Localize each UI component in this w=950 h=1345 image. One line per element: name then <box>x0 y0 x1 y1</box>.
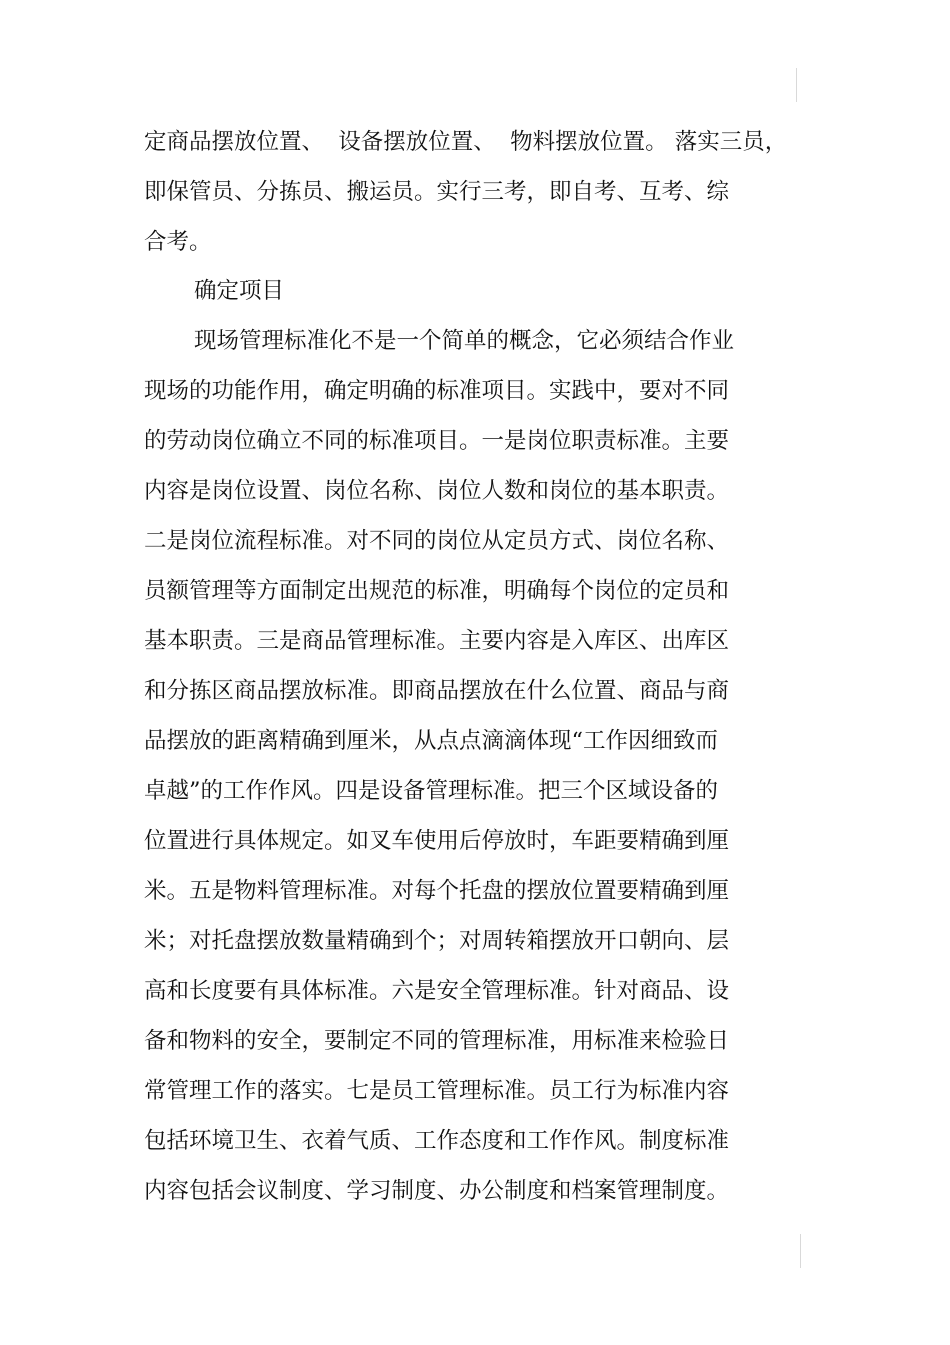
text-line-16: 米。五是物料管理标准。对每个托盘的摆放位置要精确到厘 <box>144 878 730 904</box>
text-line-15: 位置进行具体规定。如叉车使用后停放时，车距要精确到厘 <box>144 828 730 854</box>
text-line-10: 员额管理等方面制定出规范的标准，明确每个岗位的定员和 <box>144 578 730 604</box>
text-line-19: 备和物料的安全，要制定不同的管理标准，用标准来检验日 <box>144 1028 730 1054</box>
text-line-22: 内容包括会议制度、学习制度、办公制度和档案管理制度。 <box>144 1178 730 1204</box>
text-line-17: 米；对托盘摆放数量精确到个；对周转箱摆放开口朝向、层 <box>144 928 730 954</box>
text-line-1: 定商品摆放位置、 设备摆放位置、 物料摆放位置。 落实三员， <box>144 129 788 155</box>
text-line-13: 品摆放的距离精确到厘米，从点点滴滴体现“工作因细致而 <box>144 728 719 754</box>
text-line-2: 即保管员、分拣员、搬运员。实行三考，即自考、互考、综 <box>144 179 730 205</box>
text-line-18: 高和长度要有具体标准。六是安全管理标准。针对商品、设 <box>144 978 730 1004</box>
text-line-7: 的劳动岗位确立不同的标准项目。一是岗位职责标准。主要 <box>144 428 730 454</box>
section-heading: 确定项目 <box>194 278 285 304</box>
text-line-21: 包括环境卫生、衣着气质、工作态度和工作作风。制度标准 <box>144 1128 730 1154</box>
page-edge-mark-bottom <box>800 1234 801 1268</box>
paragraph-first-line: 现场管理标准化不是一个简单的概念，它必须结合作业 <box>194 328 735 354</box>
text-line-11: 基本职责。三是商品管理标准。主要内容是入库区、出库区 <box>144 628 730 654</box>
text-line-3: 合考。 <box>144 229 212 255</box>
text-line-6: 现场的功能作用，确定明确的标准项目。实践中，要对不同 <box>144 378 730 404</box>
text-line-20: 常管理工作的落实。七是员工管理标准。员工行为标准内容 <box>144 1078 730 1104</box>
text-line-14: 卓越”的工作作风。四是设备管理标准。把三个区域设备的 <box>144 778 719 804</box>
text-line-12: 和分拣区商品摆放标准。即商品摆放在什么位置、商品与商 <box>144 678 730 704</box>
text-line-8: 内容是岗位设置、岗位名称、岗位人数和岗位的基本职责。 <box>144 478 730 504</box>
text-line-9: 二是岗位流程标准。对不同的岗位从定员方式、岗位名称、 <box>144 528 730 554</box>
page-edge-mark-top <box>796 68 797 102</box>
